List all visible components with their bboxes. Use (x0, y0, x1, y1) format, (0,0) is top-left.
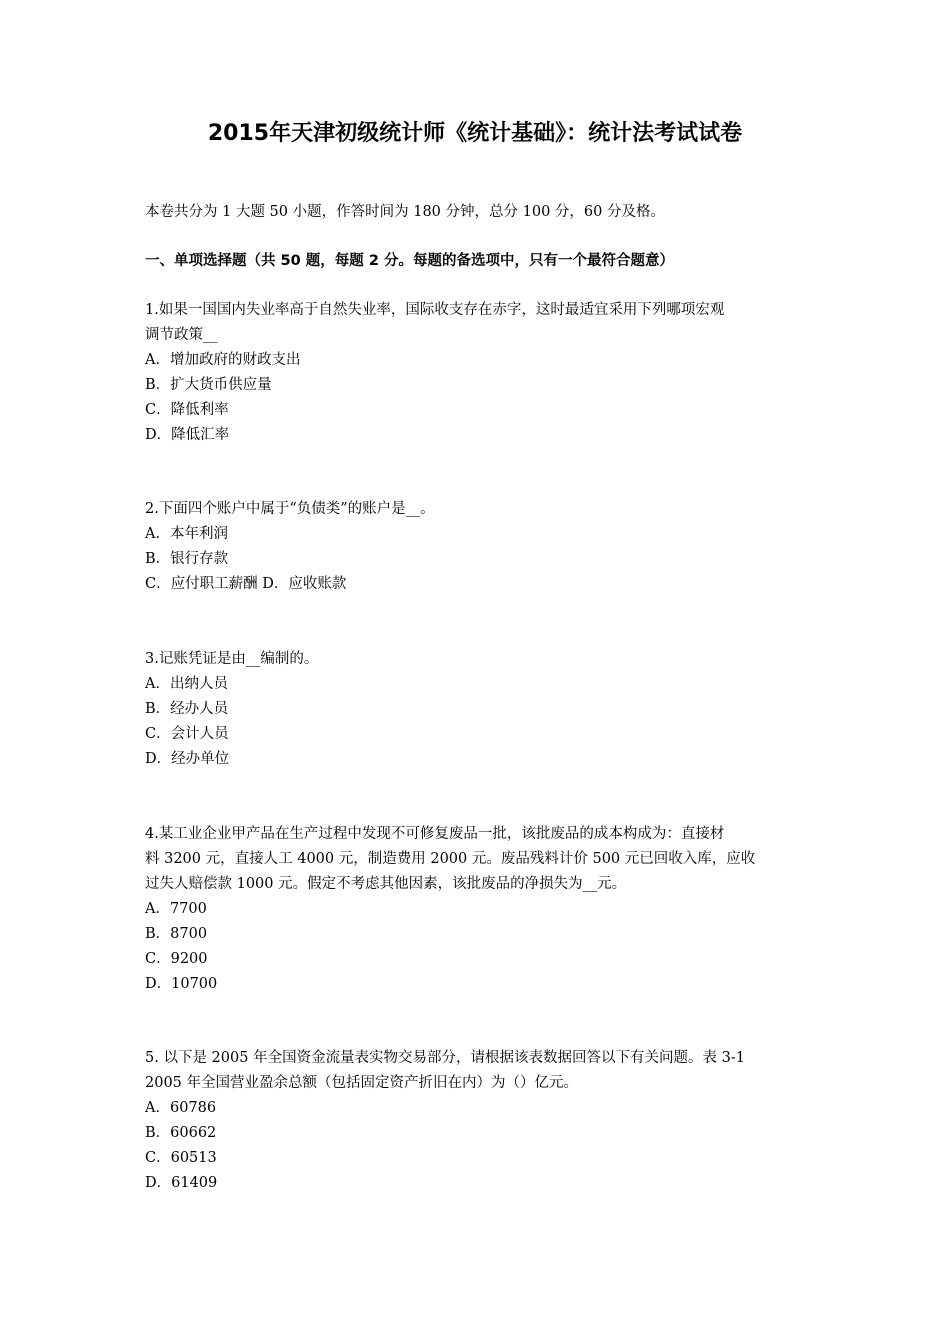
option-b: B．8700 (145, 926, 208, 942)
option-b: B．扩大货币供应量 (145, 377, 272, 393)
question-stem-line: 2.下面四个账户中属于“负债类”的账户是__。 (145, 501, 435, 517)
option-d: D．降低汇率 (145, 427, 230, 443)
option-c-d: C．应付职工薪酬 D．应收账款 (145, 576, 347, 592)
option-b: B．经办人员 (145, 701, 229, 717)
option-c: C．会计人员 (145, 726, 229, 742)
option-c: C．60513 (145, 1150, 217, 1166)
exam-intro: 本卷共分为 1 大题 50 小题，作答时间为 180 分钟，总分 100 分，60 分及格。 (145, 204, 665, 220)
option-c: C．9200 (145, 951, 208, 967)
option-b: B．银行存款 (145, 551, 229, 567)
question-stem-line: 5. 以下是 2005 年全国资金流量表实物交易部分，请根据该表数据回答以下有关问题。表 3-1 (145, 1050, 746, 1066)
question-stem-line: 过失人赔偿款 1000 元。假定不考虑其他因素，该批废品的净损失为__元。 (145, 876, 627, 892)
question-2 (145, 497, 815, 597)
question-3 (145, 647, 815, 772)
option-a: A．出纳人员 (145, 676, 228, 692)
question-1 (145, 298, 815, 448)
question-stem-line: 4.某工业企业甲产品在生产过程中发现不可修复废品一批，该批废品的成本构成为：直接材 (145, 826, 725, 842)
option-a: A．60786 (145, 1100, 217, 1116)
question-stem-line: 调节政策__ (145, 327, 218, 343)
question-stem-line: 1.如果一国国内失业率高于自然失业率，国际收支存在赤字，这时最适宜采用下列哪项宏观 (145, 302, 725, 318)
document-title: 2015年天津初级统计师《统计基础》：统计法考试试卷 (207, 121, 743, 146)
option-d: D．经办单位 (145, 751, 230, 767)
question-5 (145, 1046, 815, 1196)
question-stem-line: 2005 年全国营业盈余总额（包括固定资产折旧在内）为（）亿元。 (145, 1075, 579, 1091)
option-d: D．61409 (145, 1175, 218, 1191)
question-stem-line: 3.记账凭证是由__编制的。 (145, 651, 319, 667)
question-4 (145, 822, 815, 997)
option-c: C．降低利率 (145, 402, 229, 418)
option-a: A．7700 (145, 901, 207, 917)
section-heading: 一、单项选择题（共 50 题，每题 2 分。每题的备选项中，只有一个最符合题意） (145, 253, 674, 269)
option-a: A．增加政府的财政支出 (145, 352, 301, 368)
question-stem-line: 料 3200 元，直接人工 4000 元，制造费用 2000 元。废品残料计价 500 元已回收入库，应收 (145, 851, 756, 867)
option-d: D．10700 (145, 976, 218, 992)
option-b: B．60662 (145, 1125, 217, 1141)
option-a: A．本年利润 (145, 526, 228, 542)
